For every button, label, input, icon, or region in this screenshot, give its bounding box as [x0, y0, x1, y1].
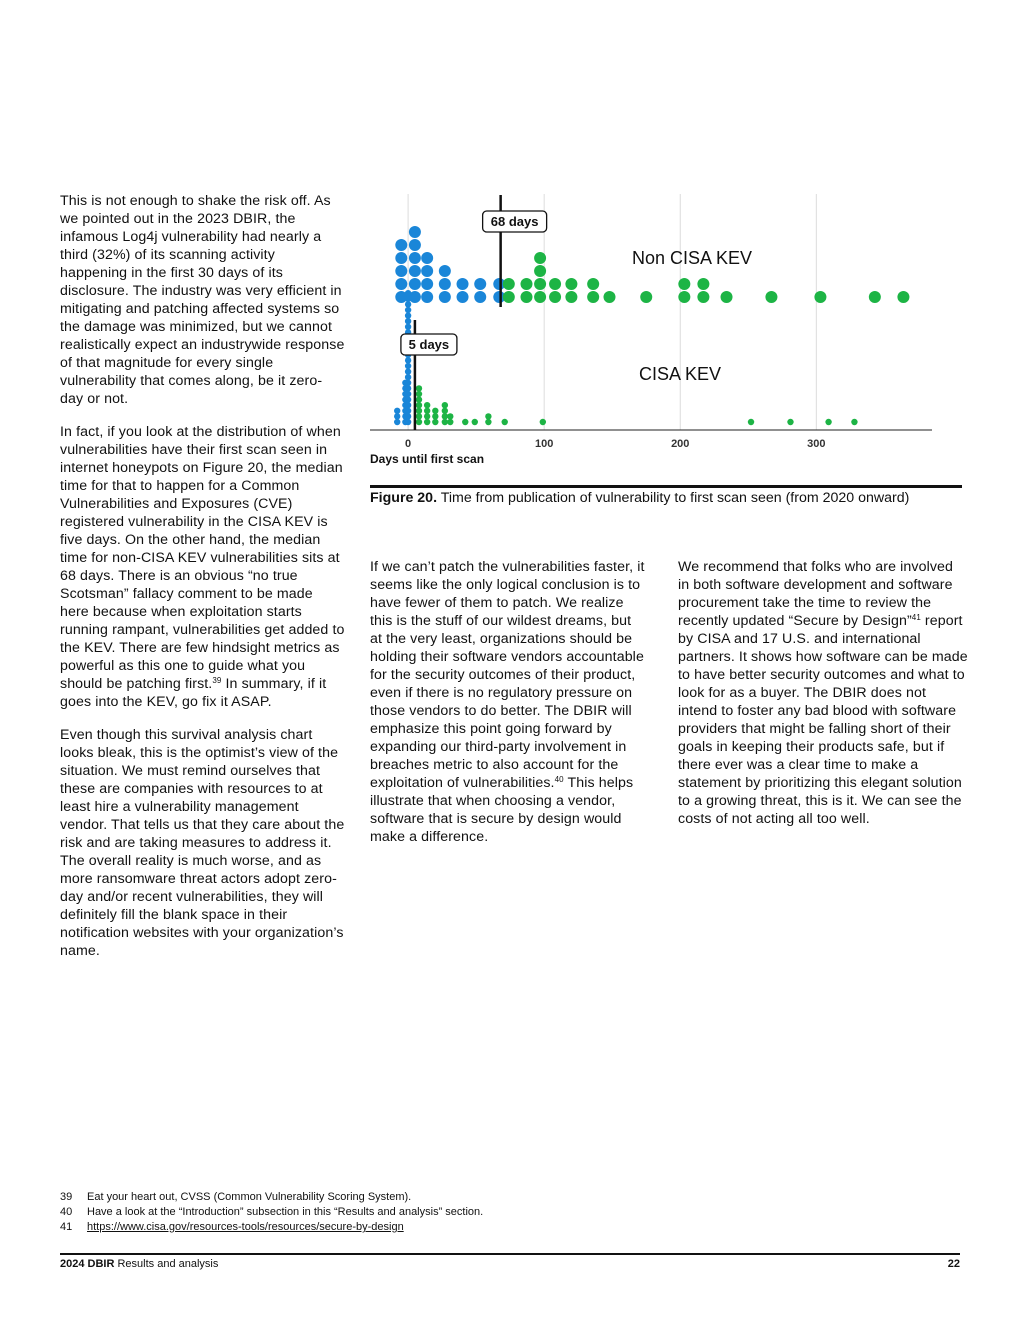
footnote-number: 40 — [60, 1206, 73, 1218]
data-dot — [565, 278, 577, 290]
page-footer — [60, 1258, 960, 1270]
footnote-number: 41 — [60, 1221, 73, 1233]
data-dot — [405, 357, 411, 363]
data-dot — [416, 385, 422, 391]
data-dot — [442, 413, 448, 419]
data-dot — [405, 312, 411, 318]
data-dot — [474, 291, 486, 303]
data-dot — [897, 291, 909, 303]
data-dot — [442, 419, 448, 425]
x-tick-label: 100 — [534, 438, 554, 450]
footnote — [60, 1220, 960, 1235]
paragraph — [370, 558, 645, 846]
data-dot — [697, 278, 709, 290]
data-dot — [405, 324, 411, 330]
data-dot — [678, 291, 690, 303]
footer-section: Results and analysis — [117, 1258, 219, 1270]
data-dot — [472, 419, 478, 425]
data-dot — [424, 408, 430, 414]
data-dot — [474, 278, 486, 290]
series-label: CISA KEV — [639, 364, 722, 384]
footer-divider — [60, 1253, 960, 1255]
footer-brand: 2024 DBIR — [60, 1258, 115, 1270]
x-tick-label: 0 — [405, 438, 412, 450]
footnote-ref[interactable]: 40 — [554, 775, 564, 784]
data-dot — [424, 419, 430, 425]
data-dot — [416, 413, 422, 419]
data-dot — [520, 278, 532, 290]
data-dot — [405, 301, 411, 307]
x-tick-label: 200 — [671, 438, 690, 450]
data-dot — [485, 419, 491, 425]
series-label: Non CISA KEV — [632, 248, 753, 268]
data-dot — [405, 290, 411, 296]
data-dot — [395, 265, 407, 277]
data-dot — [814, 291, 826, 303]
data-dot — [395, 239, 407, 251]
data-dot — [549, 291, 561, 303]
data-dot — [409, 226, 421, 238]
data-dot — [421, 265, 433, 277]
paragraph-text: In fact, if you look at the distribution of when vulnerabilities have their first scan seen in internet honeypots on Figure 20, the median time for that to happen for a Common Vulnerabilities and Exposures (CVE) registered vulnerability in the CISA KEV is five days. On the other hand, the median time for non-CISA KEV vulnerabilities sits at 68 days. There is an obvious “no true Scotsman” fallacy comment to be made here because when exploitation starts running rampant, vulnerabilities get added to the KEV. There are few hindsight metrics as powerful as this one to guide what you should be patching first. — [60, 424, 345, 692]
data-dot — [432, 419, 438, 425]
data-dot — [503, 278, 515, 290]
data-dot — [394, 413, 400, 419]
footnotes — [60, 1190, 960, 1235]
right-column — [678, 558, 968, 843]
footnote-link[interactable]: https://www.cisa.gov/resources-tools/resources/secure-by-design — [87, 1221, 404, 1233]
data-dot — [421, 291, 433, 303]
data-dot — [405, 391, 411, 397]
paragraph-text: In summary, if it goes into the KEV, go fix it ASAP. — [60, 676, 327, 710]
paragraph-text: report by CISA and 17 U.S. and international partners. It shows how software can be made to have better security outcomes and what to look for as a buyer. The DBIR does not intend to foster any bad blood with software providers that might be falling short of their goals in keeping their products safe, but if there ever was a clear time to make a statement by prioritizing this elegant solution to a growing threat, this is it. We can see the costs of not acting all too well. — [678, 613, 968, 827]
data-dot — [748, 419, 754, 425]
data-dot — [416, 396, 422, 402]
data-dot — [416, 419, 422, 425]
data-dot — [409, 239, 421, 251]
x-tick-label: 300 — [807, 438, 826, 450]
data-dot — [421, 252, 433, 264]
data-dot — [603, 291, 615, 303]
data-dot — [447, 419, 453, 425]
median-label: 68 days — [490, 214, 539, 229]
data-dot — [587, 291, 599, 303]
data-dot — [405, 380, 411, 386]
data-dot — [678, 278, 690, 290]
data-dot — [587, 278, 599, 290]
data-dot — [395, 278, 407, 290]
data-dot — [534, 291, 546, 303]
data-dot — [534, 252, 546, 264]
left-column — [60, 192, 345, 975]
footnote-ref[interactable]: 39 — [212, 676, 222, 685]
footnote-text: Eat your heart out, CVSS (Common Vulnerability Scoring System). — [87, 1191, 412, 1203]
data-dot — [549, 278, 561, 290]
footnote — [60, 1190, 960, 1205]
data-dot — [405, 419, 411, 425]
data-dot — [869, 291, 881, 303]
data-dot — [640, 291, 652, 303]
data-dot — [405, 413, 411, 419]
data-dot — [405, 396, 411, 402]
data-dot — [424, 413, 430, 419]
footnote — [60, 1205, 960, 1220]
figure-20-chart — [360, 190, 970, 475]
footnote-text: Have a look at the “Introduction” subsection in this “Results and analysis” section. — [87, 1206, 484, 1218]
data-dot — [432, 408, 438, 414]
data-dot — [721, 291, 733, 303]
paragraph: This is not enough to shake the risk off. As we pointed out in the 2023 DBIR, the infamous Log4j vulnerability had nearly a third (32%) of its scanning activity happening in the first 30 days of its disclosure. The industry was very efficient in mitigating and patching affected systems so the damage was minimized, but we cannot realistically expect an industrywide response of that magnitude for every single vulnerability that comes along, be it zero-day or not. — [60, 193, 345, 407]
data-dot — [520, 291, 532, 303]
footnote-ref[interactable]: 41 — [911, 613, 921, 622]
data-dot — [405, 318, 411, 324]
data-dot — [462, 419, 468, 425]
data-dot — [405, 368, 411, 374]
data-dot — [442, 408, 448, 414]
data-dot — [395, 252, 407, 264]
x-axis-label: Days until first scan — [370, 452, 485, 466]
middle-column — [370, 558, 645, 861]
data-dot — [405, 374, 411, 380]
data-dot — [405, 385, 411, 391]
page-number: 22 — [947, 1258, 960, 1270]
data-dot — [405, 296, 411, 302]
data-dot — [502, 419, 508, 425]
figure-label: Figure 20. — [370, 490, 438, 506]
data-dot — [416, 402, 422, 408]
data-dot — [405, 307, 411, 313]
data-dot — [825, 419, 831, 425]
data-dot — [439, 291, 451, 303]
data-dot — [851, 419, 857, 425]
data-dot — [409, 265, 421, 277]
data-dot — [457, 278, 469, 290]
data-dot — [416, 408, 422, 414]
data-dot — [432, 413, 438, 419]
data-dot — [534, 278, 546, 290]
caption-divider — [370, 485, 962, 488]
data-dot — [394, 419, 400, 425]
footer-title — [60, 1258, 218, 1270]
data-dot — [442, 402, 448, 408]
data-dot — [485, 413, 491, 419]
data-dot — [697, 291, 709, 303]
paragraph: Even though this survival analysis chart looks bleak, this is the optimist’s view of the situation. We must remind ourselves that these are companies with resources to at least hire a vulnerability management vendor. That tells us that they care about the risk and are taking measures to address it. The overall reality is much worse, and as more ransomware threat actors adopt zero-day and/or recent vulnerabilities, they will definitely fill the blank space in their notification websites with your organization’s name. — [60, 727, 345, 959]
data-dot — [457, 291, 469, 303]
data-dot — [534, 265, 546, 277]
median-label: 5 days — [408, 337, 450, 352]
data-dot — [409, 278, 421, 290]
data-dot — [405, 402, 411, 408]
data-dot — [405, 363, 411, 369]
dot-plot — [360, 190, 970, 475]
data-dot — [765, 291, 777, 303]
paragraph — [678, 558, 968, 828]
data-dot — [421, 278, 433, 290]
paragraph-text: If we can’t patch the vulnerabilities faster, it seems like the only logical conclusion is to have fewer of them to patch. We realize this is the stuff of our wildest dreams, but at the very least, organizations should be holding their software vendors accountable for the security outcomes of their product, even if there is no regulatory pressure on those vendors to do better. The DBIR will emphasize this point going forward by expanding our third-party involvement in breaches metric to also account for the exploitation of vulnerabilities. — [370, 559, 645, 791]
paragraph-text: We recommend that folks who are involved in both software development and software procurement take the time to review the recently updated “Secure by Design” — [678, 559, 954, 629]
data-dot — [424, 402, 430, 408]
data-dot — [787, 419, 793, 425]
data-dot — [447, 413, 453, 419]
data-dot — [540, 419, 546, 425]
paragraph — [60, 423, 345, 711]
data-dot — [565, 291, 577, 303]
figure-caption-text: Time from publication of vulnerability to first scan seen (from 2020 onward) — [437, 490, 910, 506]
figure-caption — [370, 490, 960, 507]
data-dot — [503, 291, 515, 303]
paragraph-text: This helps illustrate that when choosing a vendor, software that is secure by design would make a difference. — [370, 775, 634, 845]
data-dot — [409, 252, 421, 264]
data-dot — [405, 408, 411, 414]
data-dot — [394, 408, 400, 414]
footnote-number: 39 — [60, 1191, 73, 1203]
data-dot — [439, 278, 451, 290]
data-dot — [439, 265, 451, 277]
data-dot — [416, 391, 422, 397]
